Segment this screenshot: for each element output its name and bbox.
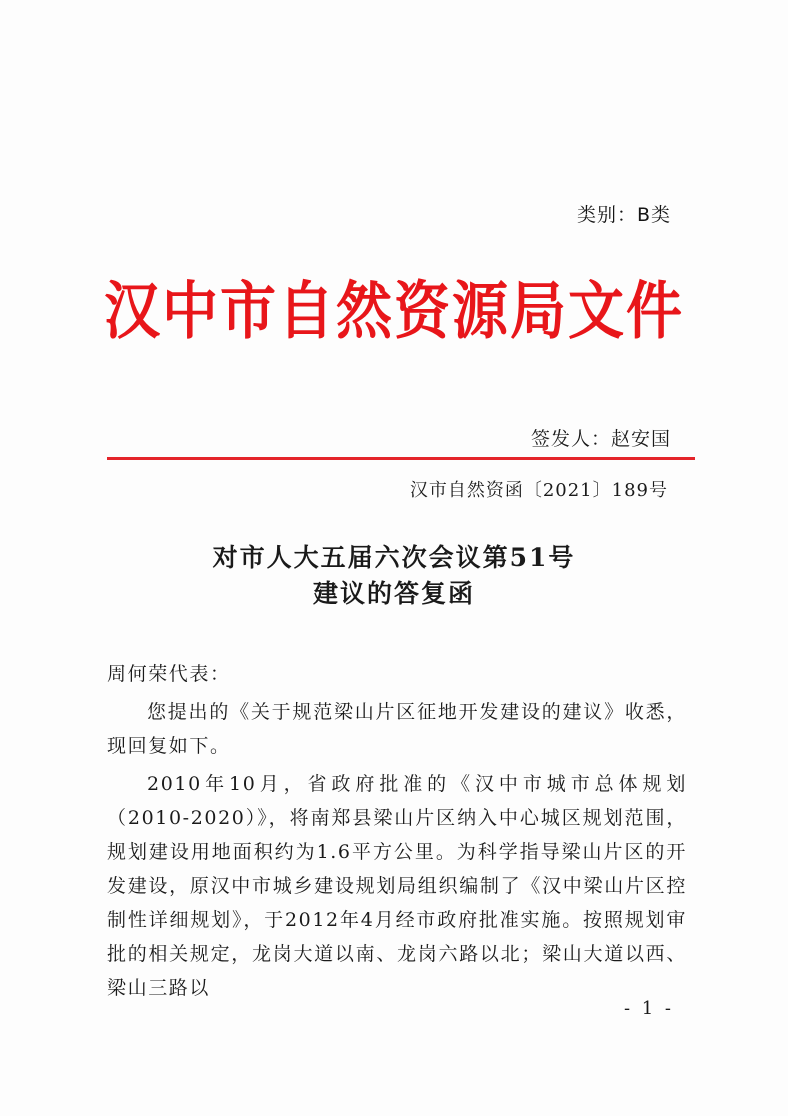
masthead-title: 汉中市自然资源局文件	[104, 275, 684, 349]
document-title	[0, 540, 788, 612]
red-divider-rule	[107, 457, 695, 460]
page-number: - 1 -	[623, 998, 674, 1019]
title-line-2: 建议的答复函	[312, 579, 475, 608]
body-paragraph: 您提出的《关于规范梁山片区征地开发建设的建议》收悉，现回复如下。	[107, 701, 687, 757]
title-line-1: 对市人大五届六次会议第51号	[212, 543, 576, 572]
document-number: 汉市自然资函〔2021〕189号	[409, 480, 668, 501]
document-body	[107, 657, 687, 1009]
category-label: 类别：B类	[576, 204, 671, 226]
signer-line: 签发人：赵安国	[530, 428, 671, 450]
salutation: 周何荣代表：	[107, 663, 231, 685]
body-paragraph: 2010年10月，省政府批准的《汉中市城市总体规划（2010-2020）》，将南郑县梁山片区纳入中心城区规划范围，规划建设用地面积约为1.6平方公里。为科学指导梁山片区的开发建设，原汉中市城乡建设规划局组织编制了《汉中梁山片区控制性详细规划》，于2012年4月经市政府批准实施。按照规划审批的相关规定，龙岗大道以南、龙岗六路以北；梁山大道以西、梁山三路以	[107, 773, 687, 999]
